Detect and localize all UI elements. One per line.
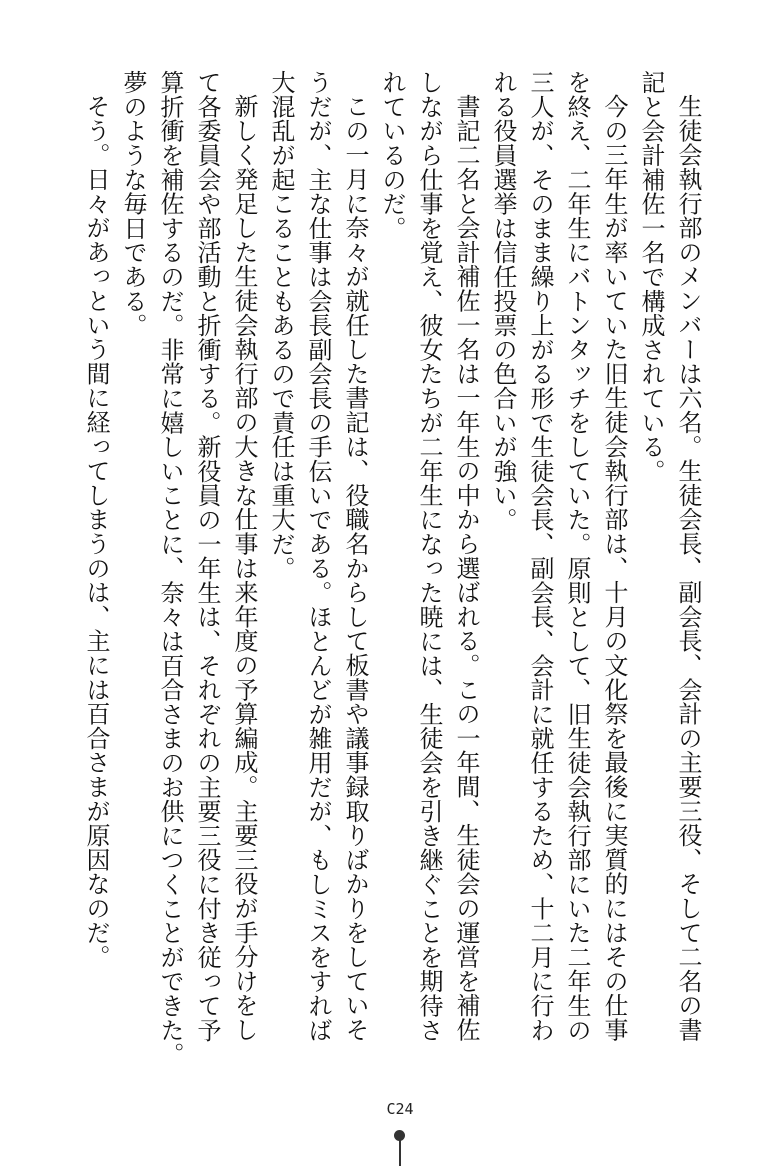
text-column: 今の三年生が率いていた旧生徒会執行部は、十月の文化祭を最後に実質的にはその仕事 xyxy=(600,94,628,1042)
text-column: うだが、主な仕事は会長副会長の手伝いである。ほとんどが雑用だが、もしミスをすれば xyxy=(304,70,332,1042)
page-marker-line xyxy=(399,1140,401,1166)
text-column: 夢のような毎日である。 xyxy=(119,70,147,338)
text-column: て各委員会や部活動と折衝する。新役員の一年生は、それぞれの主要三役に付き従って予 xyxy=(193,70,221,1042)
text-column: 三人が、そのまま繰り上がる形で生徒会長、副会長、会計に就任するため、十二月に行わ xyxy=(526,70,554,1042)
body-text xyxy=(77,70,706,1067)
text-column: 生徒会執行部のメンバーは六名。生徒会長、副会長、会計の主要三役、そして二名の書 xyxy=(674,94,702,1042)
text-column: 算折衝を補佐するのだ。非常に嬉しいことに、奈々は百合さまのお供につくことができた。 xyxy=(156,70,184,1067)
text-column: そう。日々があっという間に経ってしまうのは、主には百合さまが原因なのだ。 xyxy=(82,94,110,969)
text-column: 記と会計補佐一名で構成されている。 xyxy=(637,70,665,484)
text-column: 書記二名と会計補佐一名は一年生の中から選ばれる。この一年間、生徒会の運営を補佐 xyxy=(452,94,480,1042)
text-column: 新しく発足した生徒会執行部の大きな仕事は来年度の予算編成。主要三役が手分けをし xyxy=(230,94,258,1042)
text-column: しながら仕事を覚え、彼女たちが二年生になった暁には、生徒会を引き継ぐことを期待さ xyxy=(415,70,443,1042)
text-column: この一月に奈々が就任した書記は、役職名からして板書や議事録取りばかりをしていそ xyxy=(341,94,369,1042)
text-column: を終え、二年生にバトンタッチをしていた。原則として、旧生徒会執行部にいた二年生の xyxy=(563,70,591,1042)
text-column: れているのだ。 xyxy=(378,70,406,241)
page-number: C24 xyxy=(386,1100,414,1118)
text-column: 大混乱が起こることもあるので責任は重大だ。 xyxy=(267,70,295,581)
text-column: れる役員選挙は信任投票の色合いが強い。 xyxy=(489,70,517,532)
